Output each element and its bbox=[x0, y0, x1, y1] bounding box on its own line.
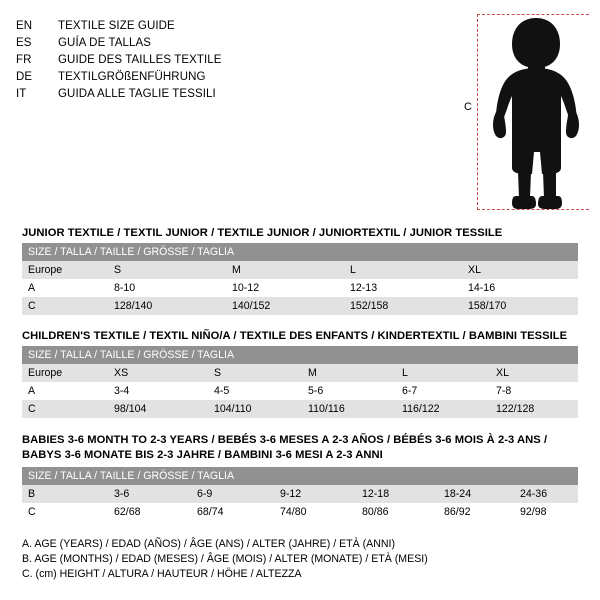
measure-guide-top-line bbox=[477, 14, 589, 15]
table-header-row bbox=[22, 243, 578, 261]
cell: L bbox=[344, 261, 462, 279]
legend-line-a: A. AGE (YEARS) / EDAD (AÑOS) / ÂGE (ANS) / ALTER (JAHRE) / ETÀ (ANNI) bbox=[22, 538, 395, 550]
table-row bbox=[22, 297, 578, 315]
cell: 104/110 bbox=[208, 400, 302, 418]
cell: 5-6 bbox=[302, 382, 396, 400]
cell: 74/80 bbox=[274, 503, 356, 521]
cell: 152/158 bbox=[344, 297, 462, 315]
cell: 158/170 bbox=[462, 297, 578, 315]
cell: 116/122 bbox=[396, 400, 490, 418]
table-header-label: SIZE / TALLA / TAILLE / GRÖSSE / TAGLIA bbox=[22, 346, 578, 364]
cell: 68/74 bbox=[191, 503, 274, 521]
cell: 128/140 bbox=[108, 297, 226, 315]
table-row bbox=[22, 400, 578, 418]
cell: 98/104 bbox=[108, 400, 208, 418]
row-label: C bbox=[22, 297, 108, 315]
cell: 18-24 bbox=[438, 485, 514, 503]
table-row bbox=[22, 261, 578, 279]
cell: 3-6 bbox=[108, 485, 191, 503]
cell: M bbox=[226, 261, 344, 279]
row-label: C bbox=[22, 503, 108, 521]
language-row bbox=[16, 69, 416, 86]
children-size-table bbox=[22, 346, 578, 418]
cell: L bbox=[396, 364, 490, 382]
language-code: EN bbox=[16, 20, 33, 32]
cell: 86/92 bbox=[438, 503, 514, 521]
cell: 3-4 bbox=[108, 382, 208, 400]
language-row bbox=[16, 35, 416, 52]
language-row bbox=[16, 52, 416, 69]
cell: 10-12 bbox=[226, 279, 344, 297]
cell: XS bbox=[108, 364, 208, 382]
legend-line-c: C. (cm) HEIGHT / ALTURA / HAUTEUR / HÖHE / ALTEZZA bbox=[22, 568, 302, 580]
table-header-label: SIZE / TALLA / TAILLE / GRÖSSE / TAGLIA bbox=[22, 243, 578, 261]
cell: M bbox=[302, 364, 396, 382]
babies-size-table bbox=[22, 467, 578, 521]
language-code: FR bbox=[16, 54, 32, 66]
row-label: Europe bbox=[22, 364, 108, 382]
cell: 6-9 bbox=[191, 485, 274, 503]
cell: 80/86 bbox=[356, 503, 438, 521]
junior-size-table bbox=[22, 243, 578, 315]
language-title: GUIDE DES TAILLES TEXTILE bbox=[58, 54, 222, 66]
table-row bbox=[22, 364, 578, 382]
cell: 14-16 bbox=[462, 279, 578, 297]
table-row bbox=[22, 279, 578, 297]
cell: 92/98 bbox=[514, 503, 578, 521]
cell: 140/152 bbox=[226, 297, 344, 315]
measure-guide-vertical-line bbox=[477, 14, 478, 210]
toddler-silhouette-icon bbox=[486, 16, 596, 212]
language-row bbox=[16, 18, 416, 35]
cell: 110/116 bbox=[302, 400, 396, 418]
table-header-label: SIZE / TALLA / TAILLE / GRÖSSE / TAGLIA bbox=[22, 467, 578, 485]
section-title-junior: JUNIOR TEXTILE / TEXTIL JUNIOR / TEXTILE JUNIOR / JUNIORTEXTIL / JUNIOR TESSILE bbox=[22, 227, 503, 239]
cell: 9-12 bbox=[274, 485, 356, 503]
table-header-row bbox=[22, 467, 578, 485]
cell: 6-7 bbox=[396, 382, 490, 400]
measure-label-c: C bbox=[464, 101, 472, 113]
language-code: IT bbox=[16, 88, 27, 100]
table-row bbox=[22, 382, 578, 400]
cell: XL bbox=[462, 261, 578, 279]
cell: S bbox=[208, 364, 302, 382]
cell: S bbox=[108, 261, 226, 279]
language-title: GUÍA DE TALLAS bbox=[58, 37, 152, 49]
language-title: TEXTILGRÖßENFÜHRUNG bbox=[58, 71, 206, 83]
language-title-list bbox=[16, 14, 416, 103]
cell: 122/128 bbox=[490, 400, 578, 418]
row-label: A bbox=[22, 382, 108, 400]
language-title: TEXTILE SIZE GUIDE bbox=[58, 20, 175, 32]
section-title-babies: BABIES 3-6 MONTH TO 2-3 YEARS / BEBÉS 3-6 MESES A 2-3 AÑOS / BÉBÉS 3-6 MOIS À 2-3 ANS / BABYS 3-6 MONATE BIS 2-3 JAHRE / BAMBINI 3-6 MESI A 2-3 ANNI bbox=[22, 434, 548, 461]
header bbox=[16, 14, 584, 214]
language-title: GUIDA ALLE TAGLIE TESSILI bbox=[58, 88, 216, 100]
row-label: B bbox=[22, 485, 108, 503]
legend bbox=[22, 537, 584, 582]
cell: 4-5 bbox=[208, 382, 302, 400]
row-label: Europe bbox=[22, 261, 108, 279]
table-row bbox=[22, 503, 578, 521]
language-code: DE bbox=[16, 71, 33, 83]
measurement-figure bbox=[416, 14, 584, 214]
cell: 8-10 bbox=[108, 279, 226, 297]
section-title-children: CHILDREN'S TEXTILE / TEXTIL NIÑO/A / TEXTILE DES ENFANTS / KINDERTEXTIL / BAMBINI TESSILE bbox=[22, 330, 568, 342]
cell: XL bbox=[490, 364, 578, 382]
row-label: A bbox=[22, 279, 108, 297]
table-header-row bbox=[22, 346, 578, 364]
cell: 24-36 bbox=[514, 485, 578, 503]
legend-line-b: B. AGE (MONTHS) / EDAD (MESES) / ÂGE (MOIS) / ALTER (MONATE) / ETÀ (MESI) bbox=[22, 553, 428, 565]
language-code: ES bbox=[16, 37, 32, 49]
row-label: C bbox=[22, 400, 108, 418]
cell: 7-8 bbox=[490, 382, 578, 400]
cell: 12-13 bbox=[344, 279, 462, 297]
cell: 12-18 bbox=[356, 485, 438, 503]
language-row bbox=[16, 86, 416, 103]
table-row bbox=[22, 485, 578, 503]
cell: 62/68 bbox=[108, 503, 191, 521]
